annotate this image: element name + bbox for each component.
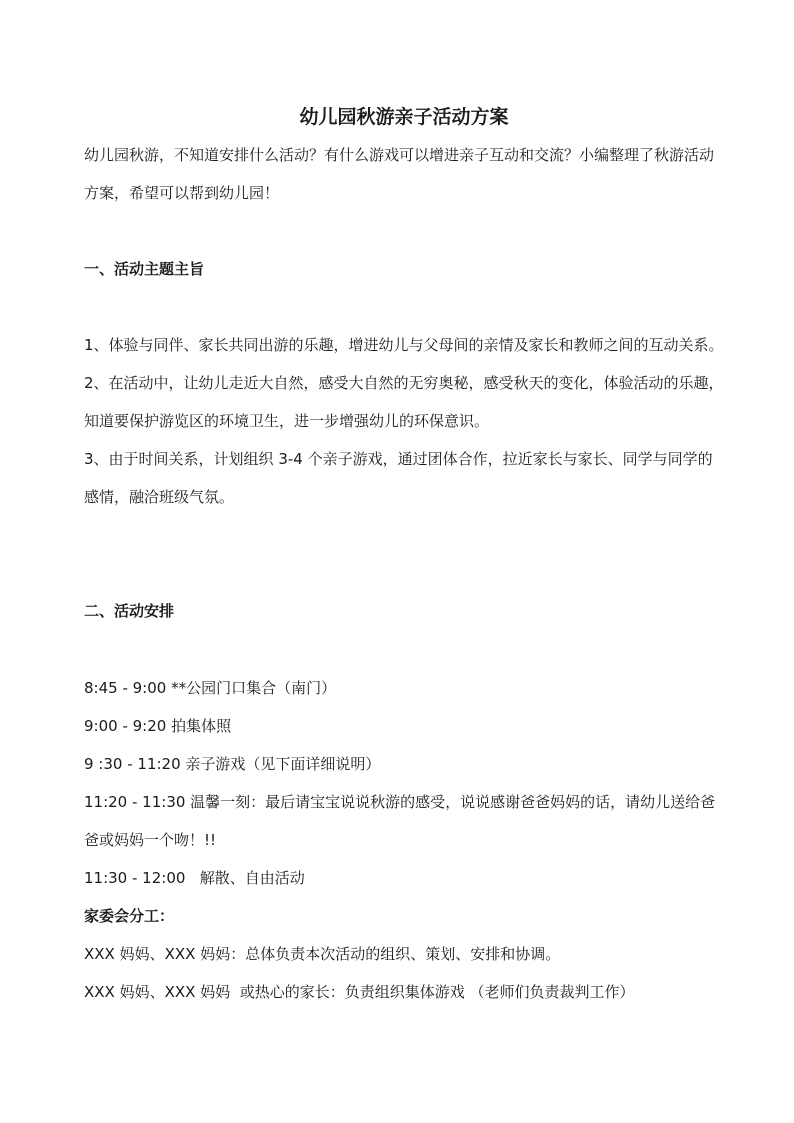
- schedule-item: 9:00 - 9:20 拍集体照: [84, 717, 232, 735]
- schedule-list: [84, 669, 724, 1011]
- committee-item: XXX 妈妈、XXX 妈妈：总体负责本次活动的组织、策划、安排和协调。: [84, 945, 561, 963]
- theme-item: 3、由于时间关系，计划组织 3-4 个亲子游戏，通过团体合作，拉近家长与家长、同学与同学的感情，融洽班级气氛。: [84, 450, 713, 506]
- schedule-item: 11:20 - 11:30 温馨一刻：最后请宝宝说说秋游的感受，说说感谢爸爸妈妈的话，请幼儿送给爸爸或妈妈一个吻！!!: [84, 793, 716, 849]
- section-heading-theme: 一、活动主题主旨: [84, 260, 205, 278]
- schedule-item: 8:45 - 9:00 **公园门口集合（南门）: [84, 679, 337, 697]
- intro-paragraph: 幼儿园秋游，不知道安排什么活动？有什么游戏可以增进亲子互动和交流？小编整理了秋游活动方案，希望可以帮到幼儿园！: [84, 146, 715, 202]
- schedule-item: 11:30 - 12:00 解散、自由活动: [84, 869, 305, 887]
- theme-item: 2、在活动中，让幼儿走近大自然，感受大自然的无穷奥秘，感受秋天的变化，体验活动的乐趣，知道要保护游览区的环境卫生，进一步增强幼儿的环保意识。: [84, 374, 724, 430]
- schedule-item: 9 :30 - 11:20 亲子游戏（见下面详细说明）: [84, 755, 381, 773]
- committee-item: XXX 妈妈、XXX 妈妈 或热心的家长：负责组织集体游戏 （老师们负责裁判工作）: [84, 983, 635, 1001]
- theme-list: [84, 326, 724, 516]
- theme-item: 1、体验与同伴、家长共同出游的乐趣，增进幼儿与父母间的亲情及家长和教师之间的互动关系。: [84, 336, 724, 354]
- committee-heading: 家委会分工：: [84, 907, 175, 925]
- section-heading-schedule: 二、活动安排: [84, 602, 175, 620]
- document-title: 幼儿园秋游亲子活动方案: [299, 106, 509, 128]
